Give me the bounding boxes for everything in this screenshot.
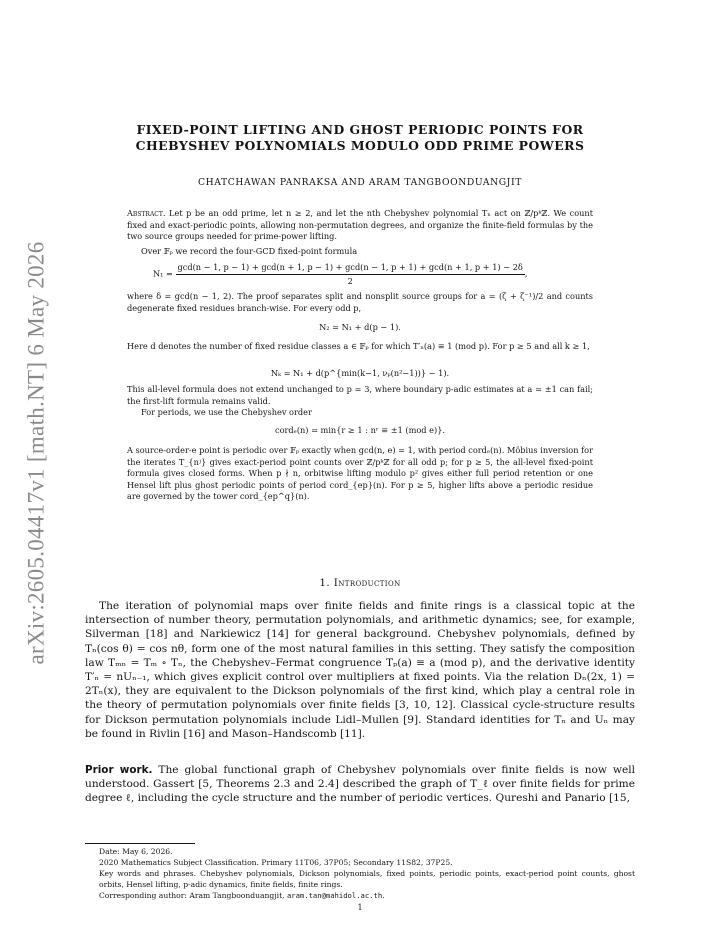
abstract-paragraph-7: A source-order-e point is periodic over 𝔽ₚ exactly when gcd(n, e) = 1, with period cordₑ(n). Möbius inversion for the iterates T_{nʲ} gives exact-period point counts over ℤ/pᵏℤ for all odd p; for p ≥ 5, the all-level fixed-point formula gives closed forms. When p ∤ n, orbitwise lifting modulo p² gives either full period retention or one Hensel lift plus ghost periodic points of period cord_{ep}(n). For p ≥ 5, higher lifts above a periodic residue are governed by the tower cord_{ep^q}(n). [127,445,593,501]
equation-n1-denominator: 2 [347,276,353,286]
arxiv-sidebar-stamp [20,241,54,665]
abstract-text-1: Let p be an odd prime, let n ≥ 2, and let the nth Chebyshev polynomial Tₙ act on ℤ/pᵏℤ. We count fixed and exact-periodic points, allowing non-permutation degrees, and organize the finite-field formulas by the two source groups needed for prime-power lifting. [127,208,593,241]
abstract-paragraph-4: Here d denotes the number of fixed residue classes a ∈ 𝔽ₚ for which T′ₙ(a) ≡ 1 (mod p). For p ≥ 5 and all k ≥ 1, [127,341,590,351]
footnote-rule [85,843,195,844]
equation-n1-numerator: gcd(n − 1, p − 1) + gcd(n + 1, p − 1) + gcd(n − 1, p + 1) + gcd(n + 1, p + 1) − 2δ [176,262,525,275]
paper-title [85,122,635,154]
title-line-1: FIXED-POINT LIFTING AND GHOST PERIODIC POINTS FOR [136,122,584,137]
abstract-paragraph-2: Over 𝔽ₚ we record the four-GCD fixed-point formula [141,246,358,256]
footnote-msc: 2020 Mathematics Subject Classification. Primary 11T06, 37P05; Secondary 11S82, 37P25. [99,858,453,867]
abstract-label: Abstract. [127,208,166,218]
equation-n1: N₁ = gcd(n − 1, p − 1) + gcd(n + 1, p − 1) + gcd(n − 1, p + 1) + gcd(n + 1, p + 1) − 2δ 2 , [153,262,528,286]
equation-n1-fraction [176,262,525,287]
corresponding-prefix: Corresponding author: Aram Tangboonduangjit, [99,891,287,900]
footnote-keywords: Key words and phrases. Chebyshev polynomials, Dickson polynomials, fixed points, periodic points, exact-period point counts, ghost orbits, Hensel lifting, p-adic dynamics, finite fields, finite rings. [99,869,635,889]
prior-work-text: The global functional graph of Chebyshev polynomials over finite fields is now well understood. Gassert [5, Theorems 2.3 and 2.4] described the graph of T_ℓ over finite fields for prime degree ℓ, including the cycle structure and the number of periodic vertices. Qureshi and Panario [15, [85,764,636,805]
abstract-paragraph-3: where δ = gcd(n − 1, 2). The proof separates split and nonsplit source groups for a = (ζ + ζ⁻¹)/2 and counts degenerate fixed residues branch-wise. For every odd p, [127,291,593,313]
corresponding-email-link[interactable]: aram.tan@mahidol.ac.th [286,891,383,900]
abstract-paragraph-6: For periods, we use the Chebyshev order [141,407,312,417]
prior-work-heading: Prior work. [85,764,153,776]
author-list: CHATCHAWAN PANRAKSA AND ARAM TANGBOONDUANGJIT [198,177,522,188]
intro-paragraph-2 [85,763,635,806]
footnote-corresponding [85,890,635,901]
abstract-paragraph-5: This all-level formula does not extend unchanged to p = 3, where boundary p-adic estimates at a = ±1 can fail; the first-lift formula remains valid. [127,384,593,406]
equation-cord: cordₑ(n) = min{r ≥ 1 : nʳ ≡ ±1 (mod e)}. [274,425,446,435]
footnotes [85,846,635,901]
title-line-2: CHEBYSHEV POLYNOMIALS MODULO ODD PRIME POWERS [135,138,585,153]
section-heading-introduction: 1. Introduction [319,577,401,589]
corresponding-suffix: . [382,891,385,900]
footnote-date: Date: May 6, 2026. [99,847,173,856]
equation-n2: N₂ = N₁ + d(p − 1). [319,322,401,332]
equation-nk: Nₖ = N₁ + d(p^{min(k−1, νₚ(n²−1))} − 1). [270,368,450,378]
abstract-paragraph-1 [127,208,593,243]
equation-n1-lhs: N₁ = [153,268,173,279]
arxiv-identifier: arXiv:2605.04417v1 [math.NT] 6 May 2026 [24,241,49,665]
page-number: 1 [357,903,363,912]
intro-paragraph-1: The iteration of polynomial maps over finite fields and finite rings is a classical topic at the intersection of number theory, permutation polynomials, and arithmetic dynamics; see, for example, Silverman [18] and Narkiewicz [14] for general background. Chebyshev polynomials, defined by Tₙ(cos θ) = cos nθ, form one of the most natural families in this setting. They satisfy the composition law Tₘₙ = Tₘ ∘ Tₙ, the Chebyshev–Fermat congruence Tₚ(a) ≡ a (mod p), and the derivative identity T′ₙ = nUₙ₋₁, which gives explicit control over multipliers at fixed points. Via the relation Dₙ(2x, 1) = 2Tₙ(x), they are equivalent to the Dickson polynomials of the first kind, which play a central role in the theory of permutation polynomials over finite fields [3, 10, 12]. Classical cycle-structure results for Dickson permutation polynomials include Lidl–Mullen [9]. Standard identities for Tₙ and Uₙ may be found in Rivlin [16] and Mason–Handscomb [11]. [85,600,635,740]
